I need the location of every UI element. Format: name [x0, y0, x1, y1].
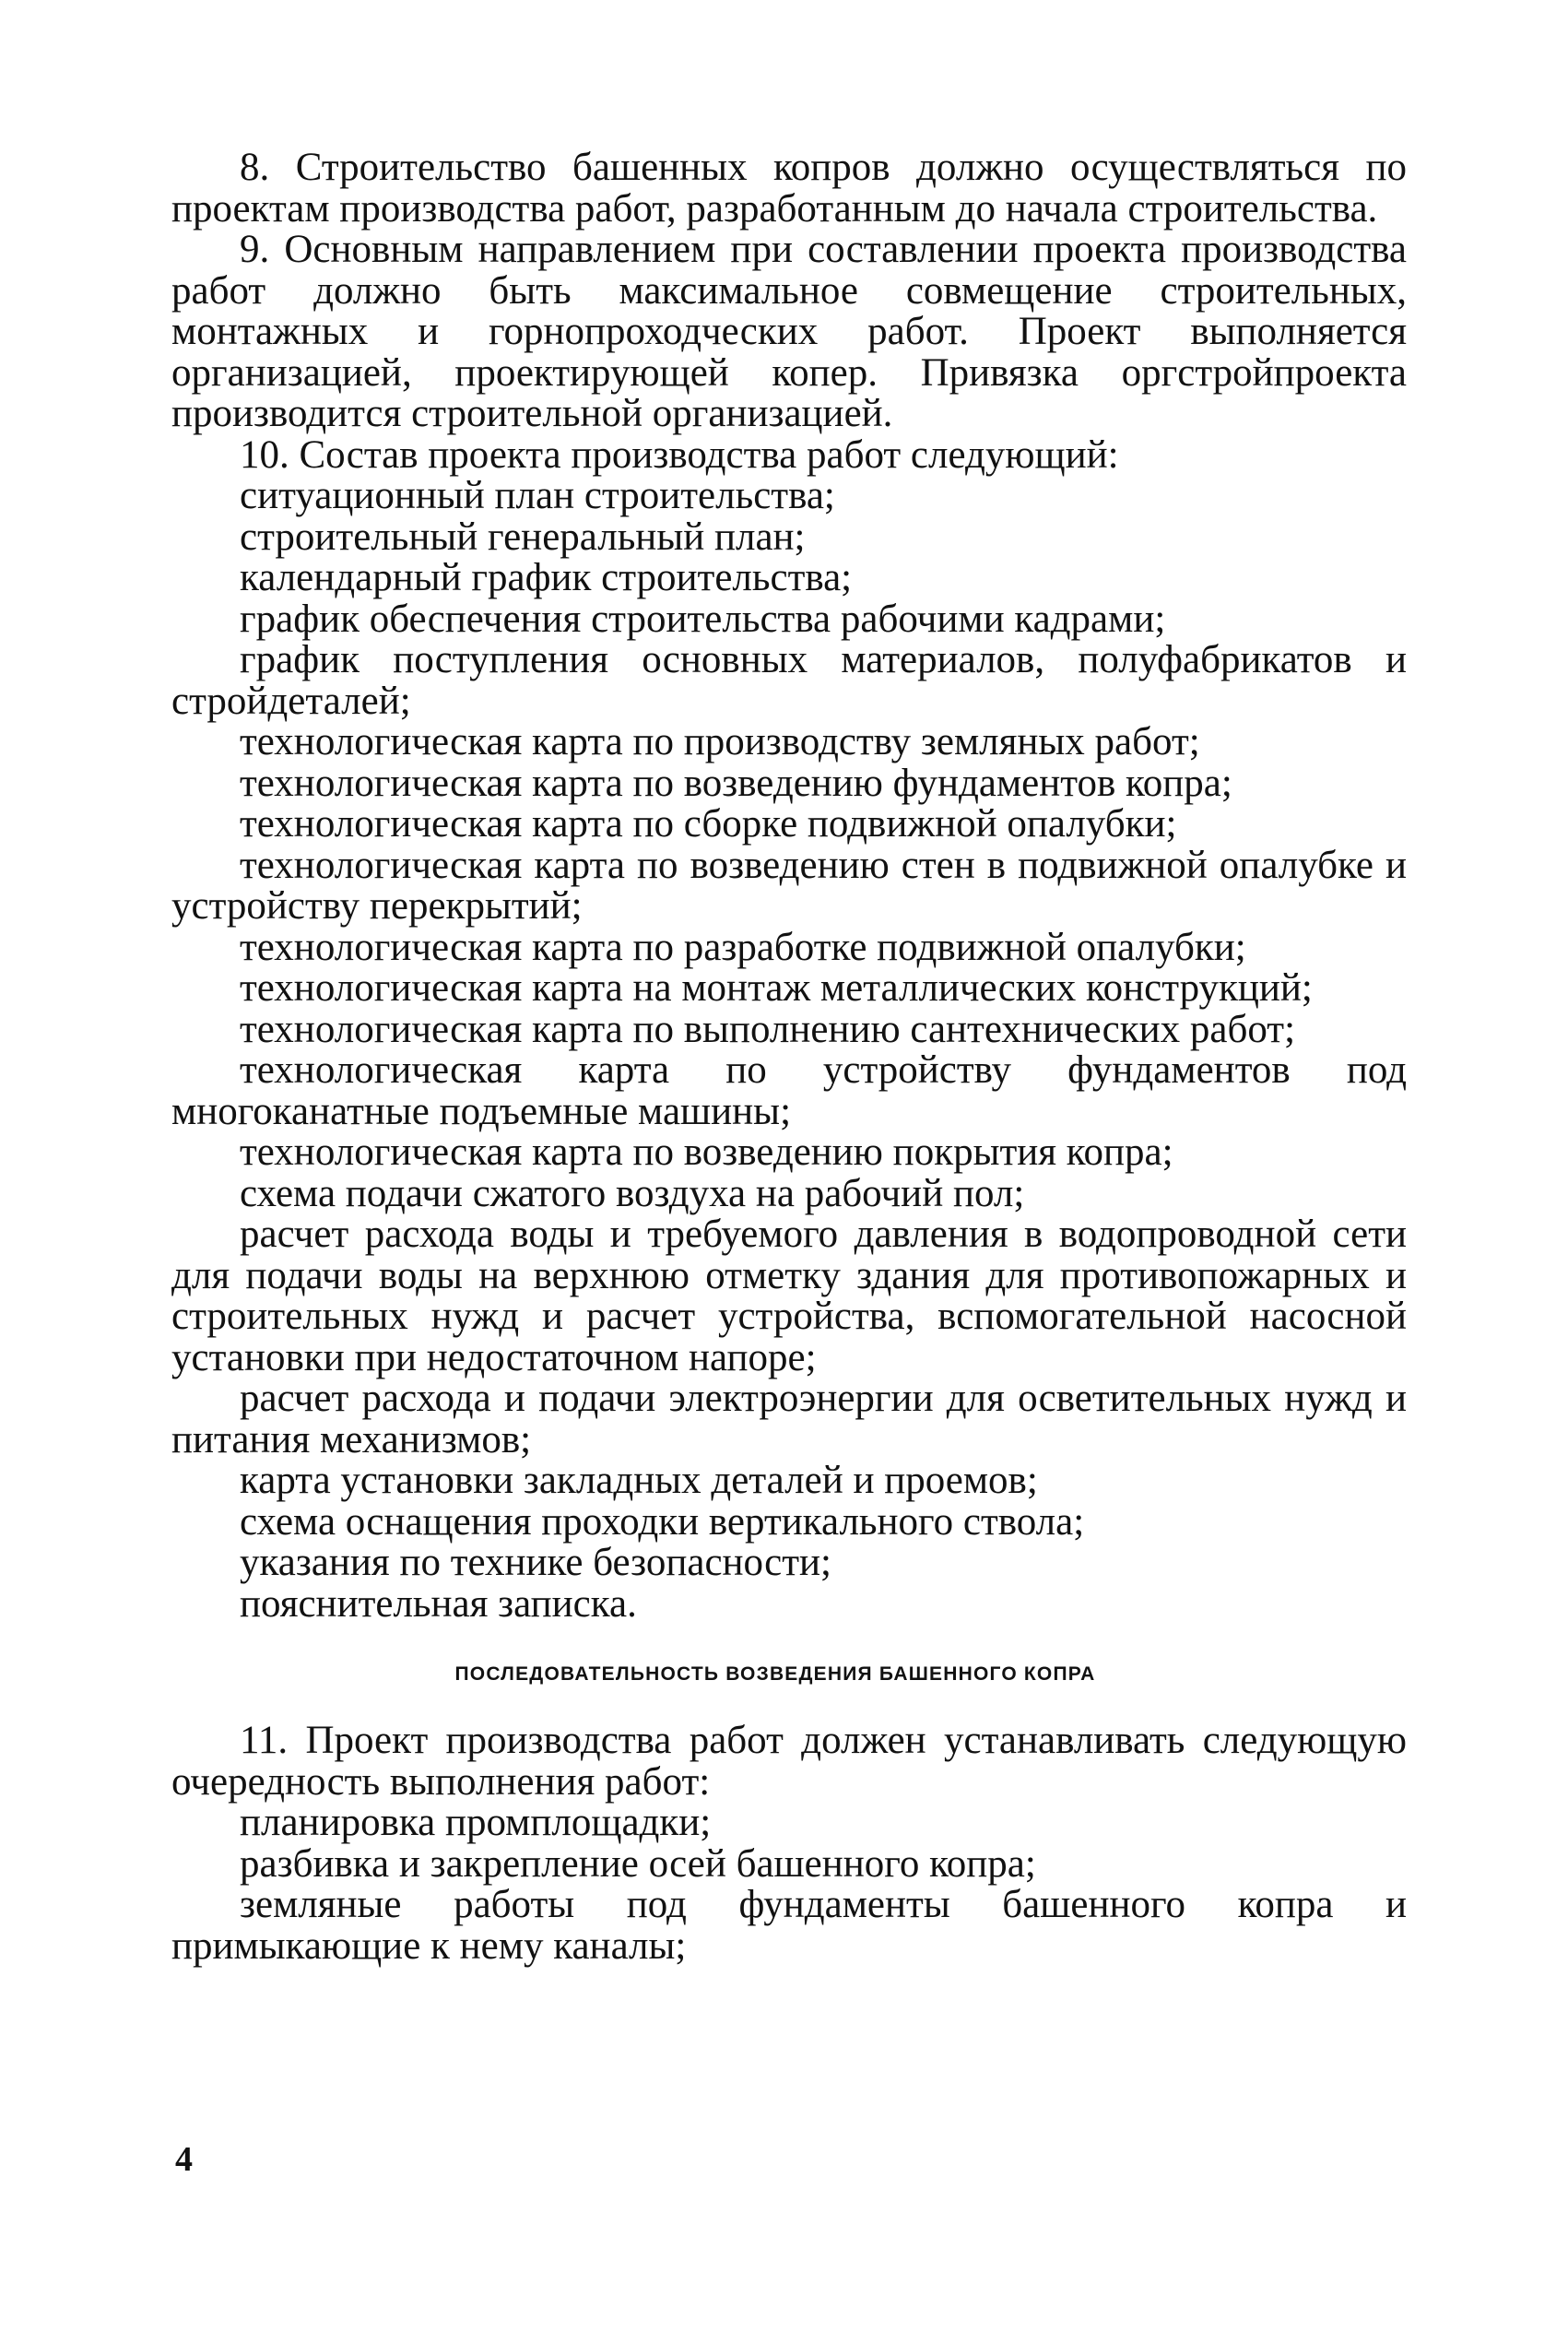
- list-item: график обеспечения строительства рабочими кадрами;: [240, 597, 1166, 641]
- paragraph-11: 11. Проект производства работ должен устанавливать следующую очередность выполнения работ:: [171, 1719, 1407, 1804]
- list-item: технологическая карта по выполнению сантехнических работ;: [240, 1007, 1296, 1051]
- section-sequence: [171, 1721, 1407, 1967]
- list-item: график поступления основных материалов, полуфабрикатов и стройдеталей;: [171, 638, 1407, 723]
- list-item: технологическая карта по возведению стен в подвижной опалубке и устройству перекрытий;: [171, 843, 1407, 928]
- section-composition: [171, 148, 1407, 1625]
- list-item: карта установки закладных деталей и проемов;: [240, 1459, 1038, 1502]
- list-item: технологическая карта по производству земляных работ;: [240, 720, 1200, 763]
- list-item: расчет расхода и подачи электроэнергии для осветительных нужд и питания механизмов;: [171, 1377, 1407, 1461]
- list-item: технологическая карта по разработке подвижной опалубки;: [240, 925, 1246, 969]
- paragraph-9: 9. Основным направлением при составлении проекта производства работ должно быть максимальное совмещение строительных, монтажных и горнопроходческих работ. Проект выполняется организацией, проектирующей копер. Привязка оргстройпроекта производится строительной организацией.: [171, 228, 1407, 435]
- list-item: технологическая карта по возведению покрытия копра;: [240, 1130, 1173, 1174]
- section-heading: ПОСЛЕДОВАТЕЛЬНОСТЬ ВОЗВЕДЕНИЯ БАШЕННОГО КОПРА: [454, 1663, 1096, 1685]
- list-item: указания по технике безопасности;: [240, 1541, 831, 1584]
- list-item: расчет расхода воды и требуемого давления в водопроводной сети для подачи воды на верхнюю отметку здания для противопожарных и строительных нужд и расчет устройства, вспомогательной насосной установки при недостаточном напоре;: [171, 1213, 1407, 1379]
- list-item: схема подачи сжатого воздуха на рабочий пол;: [240, 1171, 1025, 1215]
- list-item: технологическая карта на монтаж металлических конструкций;: [240, 966, 1313, 1010]
- list-item: планировка промплощадки;: [240, 1801, 712, 1844]
- paragraph-10: 10. Состав проекта производства работ следующий:: [240, 432, 1119, 477]
- page-number: 4: [175, 2140, 193, 2179]
- list-item: технологическая карта по сборке подвижной опалубки;: [240, 802, 1177, 846]
- list-item: пояснительная записка.: [240, 1581, 637, 1626]
- document-page: [171, 148, 1407, 1967]
- list-item: календарный график строительства;: [240, 556, 853, 599]
- paragraph-8: 8. Строительство башенных копров должно осуществляться по проектам производства работ, разработанным до начала строительства.: [171, 146, 1407, 231]
- list-item: технологическая карта по возведению фундаментов копра;: [240, 761, 1232, 805]
- list-item: схема оснащения проходки вертикального ствола;: [240, 1499, 1085, 1544]
- list-item: земляные работы под фундаменты башенного копра и примыкающие к нему каналы;: [171, 1883, 1407, 1968]
- list-item: технологическая карта по устройству фундаментов под многоканатные подъемные машины;: [171, 1048, 1407, 1133]
- list-item: разбивка и закрепление осей башенного копра;: [240, 1841, 1036, 1886]
- list-item: ситуационный план строительства;: [240, 474, 835, 517]
- list-item: строительный генеральный план;: [240, 515, 806, 559]
